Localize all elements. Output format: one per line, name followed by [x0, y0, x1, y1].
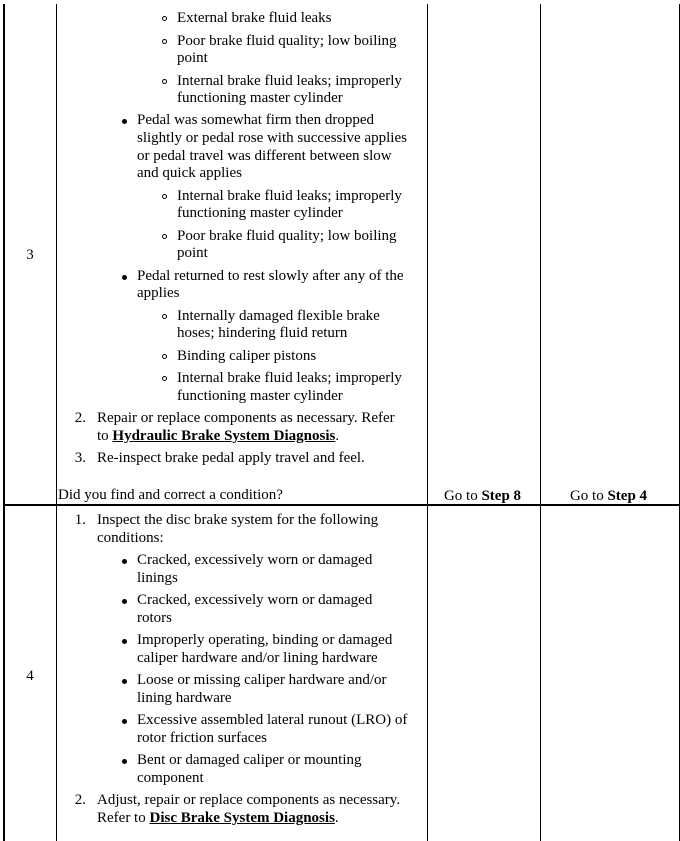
bullet-text: lining hardware: [137, 690, 232, 706]
list-item-text: conditions:: [97, 530, 164, 546]
bullet-text: Improperly operating, binding or damaged: [137, 632, 393, 648]
list-item-text: Re-inspect brake pedal apply travel and feel.: [97, 450, 365, 466]
column-divider: [427, 4, 428, 841]
list-item-text: .: [335, 428, 340, 444]
bullet-text: Pedal returned to rest slowly after any of the: [137, 268, 404, 284]
sub-bullet-marker: [162, 194, 167, 199]
bullet-text: rotors: [137, 610, 172, 626]
list-item-text: to: [97, 428, 113, 444]
goto-step-8[interactable]: Step 8: [481, 488, 522, 504]
bullet-marker: [122, 639, 127, 644]
sub-bullet-text: Internally damaged flexible brake: [177, 308, 380, 324]
sub-bullet-text: Poor brake fluid quality; low boiling: [177, 33, 397, 49]
bullet-marker: [122, 679, 127, 684]
sub-bullet-text: hoses; hindering fluid return: [177, 325, 348, 341]
bullet-marker: [122, 275, 127, 280]
goto-prefix: Go to: [443, 488, 482, 504]
bullet-text: caliper hardware and/or lining hardware: [137, 650, 378, 666]
sub-bullet-text: Internal brake fluid leaks; improperly: [177, 73, 402, 89]
bullet-text: rotor friction surfaces: [137, 730, 267, 746]
list-item-text: [97, 428, 339, 446]
sub-bullet-marker: [162, 314, 167, 319]
bullet-text: linings: [137, 570, 178, 586]
sub-bullet-marker: [162, 39, 167, 44]
bullet-marker: [122, 119, 127, 124]
list-item-text: [97, 810, 339, 828]
sub-bullet-marker: [162, 79, 167, 84]
list-item-text: .: [334, 810, 339, 826]
step3-yes-action[interactable]: [426, 487, 539, 505]
sub-bullet-text: point: [177, 50, 208, 66]
list-item-text: Refer to: [97, 810, 150, 826]
step-number-4: 4: [26, 668, 34, 684]
bullet-text: or pedal travel was different between slow: [137, 148, 392, 164]
sub-bullet-marker: [162, 376, 167, 381]
bullet-marker: [122, 599, 127, 604]
sub-bullet-text: Binding caliper pistons: [177, 348, 317, 364]
goto-step-4[interactable]: Step 4: [607, 488, 648, 504]
sub-bullet-text: functioning master cylinder: [177, 388, 343, 404]
sub-bullet-marker: [162, 16, 167, 21]
step-number-3: 3: [26, 247, 34, 263]
list-number: 3.: [74, 450, 86, 466]
sub-bullet-text: point: [177, 245, 208, 261]
sub-bullet-marker: [162, 354, 167, 359]
list-item-text: Repair or replace components as necessary. Refer: [97, 410, 395, 426]
bullet-text: component: [137, 770, 204, 786]
sub-bullet-marker: [162, 234, 167, 239]
bullet-text: Pedal was somewhat firm then dropped: [137, 112, 375, 128]
goto-prefix: Go to: [569, 488, 608, 504]
list-number: 1.: [74, 512, 86, 528]
list-item-text: Adjust, repair or replace components as necessary.: [97, 792, 401, 808]
list-number: 2.: [74, 792, 86, 808]
hydraulic-diagnosis-link[interactable]: Hydraulic Brake System Diagnosis: [112, 428, 336, 444]
bullet-text: Cracked, excessively worn or damaged: [137, 552, 373, 568]
column-divider: [56, 4, 57, 841]
bullet-marker: [122, 719, 127, 724]
step3-question: Did you find and correct a condition?: [58, 487, 283, 503]
sub-bullet-text: functioning master cylinder: [177, 205, 343, 221]
list-number: 2.: [74, 410, 86, 426]
sub-bullet-text: functioning master cylinder: [177, 90, 343, 106]
step3-no-action[interactable]: [539, 487, 678, 505]
bullet-text: Loose or missing caliper hardware and/or: [137, 672, 387, 688]
sub-bullet-text: Internal brake fluid leaks; improperly: [177, 188, 402, 204]
sub-bullet-text: External brake fluid leaks: [177, 10, 332, 26]
disc-brake-diagnosis-link[interactable]: Disc Brake System Diagnosis: [149, 810, 335, 826]
bullet-text: applies: [137, 285, 180, 301]
column-divider: [540, 4, 541, 841]
list-item-text: Inspect the disc brake system for the following: [97, 512, 379, 528]
bullet-text: slightly or pedal rose with successive applies: [137, 130, 407, 146]
sub-bullet-text: Internal brake fluid leaks; improperly: [177, 370, 402, 386]
bullet-text: and quick applies: [137, 165, 242, 181]
bullet-text: Cracked, excessively worn or damaged: [137, 592, 373, 608]
bullet-text: Excessive assembled lateral runout (LRO) of: [137, 712, 408, 728]
bullet-text: Bent or damaged caliper or mounting: [137, 752, 362, 768]
bullet-marker: [122, 559, 127, 564]
sub-bullet-text: Poor brake fluid quality; low boiling: [177, 228, 397, 244]
bullet-marker: [122, 759, 127, 764]
